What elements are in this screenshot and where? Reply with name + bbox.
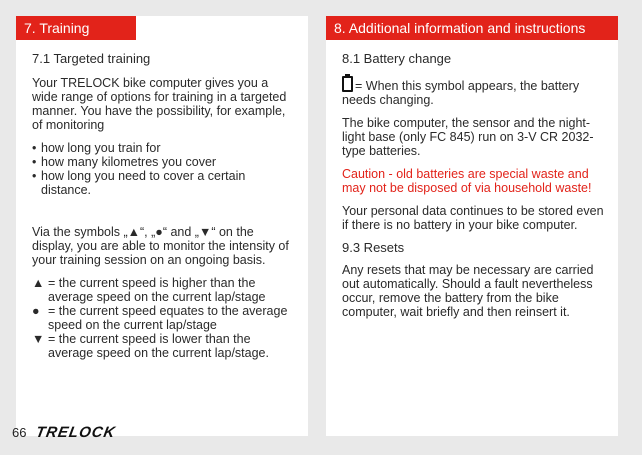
right-page xyxy=(326,16,618,436)
symbol-description: = the current speed is lower than the average speed on the current lap/stage. xyxy=(48,332,269,360)
symbol-list xyxy=(32,276,294,360)
symbol-description: = the current speed equates to the average speed on the current lap/stage xyxy=(48,304,288,332)
triangle-up-icon: ▲ xyxy=(32,276,45,290)
data-stored-paragraph: Your personal data continues to be stored even if there is no battery in your bike computer. xyxy=(342,204,604,232)
subheading-resets: 9.3 Resets xyxy=(342,240,405,255)
subheading-battery-change: 8.1 Battery change xyxy=(342,51,452,66)
list-item: • how long you need to cover a certain distance. xyxy=(32,169,294,197)
subheading-targeted-training: 7.1 Targeted training xyxy=(32,51,151,66)
symbol-description: = the current speed is higher than the average speed on the current lap/stage xyxy=(48,276,266,304)
symbol-item-down xyxy=(32,332,294,360)
left-content xyxy=(16,40,308,360)
circle-icon: ● xyxy=(32,304,40,318)
list-item: • how many kilometres you cover xyxy=(32,155,294,169)
symbol-item-equal xyxy=(32,304,294,332)
trelock-logo: TRELOCK xyxy=(34,424,118,441)
intro-paragraph: Your TRELOCK bike computer gives you a wide range of options for training in a targeted manner. You have the possibility, for example, of monitoring xyxy=(32,76,287,132)
resets-paragraph: Any resets that may be necessary are carried out automatically. Should a fault nevertheless occur, remove the battery from the bike computer, wait briefly and then reinsert it. xyxy=(342,263,594,319)
monitoring-list xyxy=(32,141,294,197)
battery-symbol-text: = When this symbol appears, the battery needs changing. xyxy=(342,79,580,107)
battery-icon xyxy=(342,76,353,92)
page-number: 66 xyxy=(12,425,27,440)
battery-symbol-paragraph xyxy=(342,76,604,107)
caution-paragraph: Caution - old batteries are special waste and may not be disposed of via household waste! xyxy=(342,167,592,195)
battery-types-paragraph: The bike computer, the sensor and the night-light base (only FC 845) run on 3-V CR 2032-type batteries. xyxy=(342,116,594,158)
section-header-additional-info: 8. Additional information and instructions xyxy=(326,16,618,40)
footer xyxy=(12,424,116,441)
section-header-training: 7. Training xyxy=(16,16,136,40)
right-content xyxy=(326,40,618,319)
symbols-paragraph: Via the symbols „▲“, „●“ and „▼“ on the display, you are able to monitor the intensity of your training session on an ongoing basis. xyxy=(32,225,289,267)
symbol-item-up xyxy=(32,276,294,304)
list-item: • how long you train for xyxy=(32,141,294,155)
triangle-down-icon: ▼ xyxy=(32,332,45,346)
left-page xyxy=(16,16,308,436)
